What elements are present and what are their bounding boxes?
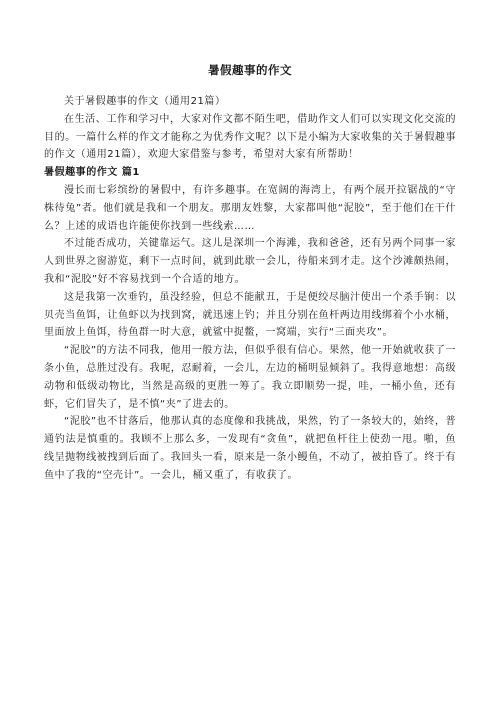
section-heading: 暑假趣事的作文 篇1 xyxy=(44,167,140,179)
body-paragraph-5: “泥胶”也不甘落后，他那认真的态度像和我挑战，果然，钓了一条较大的，始终，普通钓法是慎重的。我顾不上那么多，一发现有“贪鱼”，就把鱼杆往上使劲一甩。啪，鱼线呈抛物线被拽到后面了。我回头一看，原来是一条小鳗鱼，不动了，被拍昏了。终于有鱼中了我的“空壳计”。一会儿，桶又重了，有收获了。 xyxy=(44,416,456,481)
body-paragraph-2: 不过能否成功，关键靠运气。这儿是深圳一个海滩，我和爸爸，还有另两个同事一家人到世界之窗游览，剩下一点时间，就到此歇一会儿，待船来到才走。这个沙滩颇热闹，我和“泥胶”好不容易找到一个合适的地方。 xyxy=(44,238,456,285)
document-title: 暑假趣事的作文 xyxy=(208,63,292,77)
body-paragraph-1: 漫长而七彩缤纷的暑假中，有许多趣事。在宽阔的海湾上，有两个展开拉锯战的“守株待兔”者。他们就是我和一个朋友。那朋友姓黎，大家都叫他“泥胶”，至于他们在干什么？上述的成语也许能使你找到一些线索…… xyxy=(44,184,456,232)
intro-paragraph: 在生活、工作和学习中，大家对作文都不陌生吧，借助作文人们可以实现文化交流的目的。一篇什么样的作文才能称之为优秀作文呢？以下是小编为大家收集的关于暑假趣事的作文（通用21篇），欢迎大家借鉴与参考，希望对大家有所帮助！ xyxy=(44,113,456,161)
intro-subtitle: 关于暑假趣事的作文（通用21篇） xyxy=(64,96,226,107)
body-paragraph-3: 这是我第一次垂钓，虽没经验，但总不能献丑，于是便绞尽脑汁使出一个杀手锏：以贝壳当鱼饵，让鱼虾以为找到窝，就迅速上钓；并且分别在鱼杆两边用线绑着个小水桶，里面放上鱼饵，待鱼群一时大意，就鲨中捉鳖，一窝端，实行“三面夹攻”。 xyxy=(44,291,456,339)
body-paragraph-4: “泥胶”的方法不同我，他用一般方法，但似乎很有信心。果然，他一开始就收获了一条小鱼，总胜过没有。我呢，忍耐着，一会儿，左边的桶明显倾斜了。我得意地想：高级动物和低级动物比，当然是高级的更胜一筹了。我立即顺势一提，哇，一桶小鱼，还有虾，它们冒失了，是不慎“夹”了进去的。 xyxy=(44,345,456,410)
